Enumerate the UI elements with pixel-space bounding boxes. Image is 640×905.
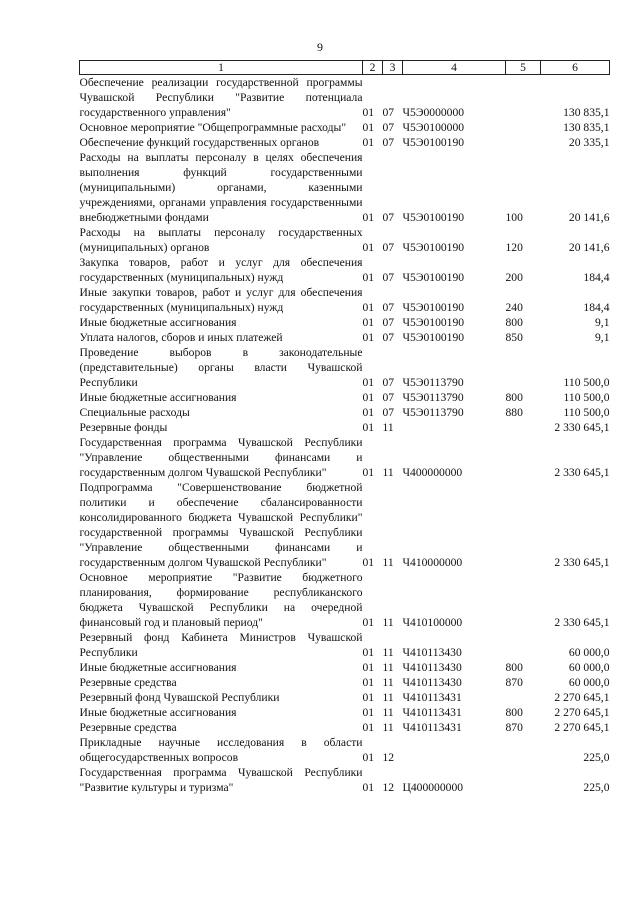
row-amount: 2 330 645,1 — [554, 466, 610, 479]
row-name: Специальные расходы — [79, 406, 190, 419]
row-subsection-code: 11 — [382, 661, 394, 674]
row-expense-type-code — [506, 435, 541, 480]
row-subsection-code: 07 — [382, 316, 395, 329]
row-amount: 110 500,0 — [563, 391, 610, 404]
row-amount: 225,0 — [583, 751, 610, 764]
row-name: Резервные средства — [79, 676, 177, 689]
table-row — [80, 75, 610, 121]
column-header: 4 — [403, 61, 506, 75]
row-expense-type-code — [506, 420, 541, 435]
row-name: Иные бюджетные ассигнования — [79, 706, 237, 719]
row-name: Подпрограмма "Совершенствование бюджетной политики и обеспечение сбалансированности консолидированного бюджета Чувашской Республики" государственной программы Чувашской Республики "Управление общественными финансами и государственным долгом Чувашской Республики" — [79, 481, 363, 569]
row-target-article-code: Ч400000000 — [402, 466, 463, 479]
column-header: 3 — [383, 61, 403, 75]
row-amount: 2 270 645,1 — [554, 706, 610, 719]
row-expense-type-code — [506, 345, 541, 390]
row-subsection-code: 07 — [382, 376, 395, 389]
column-header: 2 — [363, 61, 383, 75]
row-subsection-code: 12 — [382, 781, 395, 794]
table-row — [80, 720, 610, 735]
table-row — [80, 690, 610, 705]
row-name: Резервный фонд Кабинета Министров Чувашской Республики — [79, 631, 363, 659]
row-section-code: 01 — [362, 661, 375, 674]
row-target-article-code: Ч5Э0113790 — [402, 406, 464, 419]
table-row — [80, 765, 610, 795]
row-subsection-code: 11 — [382, 421, 394, 434]
row-section-code: 01 — [362, 316, 375, 329]
row-section-code: 01 — [362, 616, 375, 629]
row-target-article-code: Ч5Э0113790 — [402, 391, 464, 404]
table-row — [80, 315, 610, 330]
row-section-code: 01 — [362, 376, 375, 389]
row-name: Иные закупки товаров, работ и услуг для обеспечения государственных (муниципальных) нужд — [79, 286, 363, 314]
row-target-article-code: Ч5Э0100190 — [402, 136, 465, 149]
row-name: Резервные фонды — [79, 421, 168, 434]
row-name: Уплата налогов, сборов и иных платежей — [79, 331, 283, 344]
row-target-article-code: Ч410113430 — [402, 661, 462, 674]
row-target-article-code: Ч410113430 — [402, 676, 462, 689]
row-amount: 2 270 645,1 — [554, 691, 610, 704]
row-amount: 60 000,0 — [568, 676, 610, 689]
row-expense-type-code — [506, 480, 541, 570]
row-expense-type-code — [506, 570, 541, 630]
row-amount: 110 500,0 — [563, 376, 610, 389]
row-section-code: 01 — [362, 751, 375, 764]
row-name: Государственная программа Чувашской Республики "Развитие культуры и туризма" — [79, 766, 363, 794]
row-section-code: 01 — [362, 646, 375, 659]
row-subsection-code: 07 — [382, 106, 395, 119]
row-subsection-code: 07 — [382, 331, 395, 344]
row-target-article-code: Ч5Э0100190 — [402, 301, 465, 314]
table-row — [80, 345, 610, 390]
row-target-article-code: Ц400000000 — [402, 781, 464, 794]
row-target-article-code: Ч410113430 — [402, 646, 462, 659]
row-name: Резервные средства — [79, 721, 177, 734]
row-expense-type-code: 100 — [505, 211, 523, 224]
row-expense-type-code — [506, 630, 541, 660]
table-row — [80, 150, 610, 225]
row-section-code: 01 — [362, 301, 375, 314]
row-amount: 20 335,1 — [568, 136, 610, 149]
row-expense-type-code: 120 — [505, 241, 523, 254]
row-expense-type-code: 870 — [505, 676, 523, 689]
row-subsection-code: 11 — [382, 706, 394, 719]
row-section-code: 01 — [362, 106, 375, 119]
row-amount: 60 000,0 — [568, 661, 610, 674]
table-row — [80, 420, 610, 435]
row-target-article-code: Ч5Э0100190 — [402, 241, 465, 254]
row-section-code: 01 — [362, 706, 375, 719]
row-amount: 2 330 645,1 — [554, 421, 610, 434]
row-name: Резервный фонд Чувашской Республики — [79, 691, 280, 704]
row-subsection-code: 07 — [382, 136, 395, 149]
row-name: Закупка товаров, работ и услуг для обеспечения государственных (муниципальных) нужд — [79, 256, 363, 284]
table-row — [80, 480, 610, 570]
row-expense-type-code — [506, 135, 541, 150]
row-expense-type-code: 800 — [505, 706, 523, 719]
row-name: Расходы на выплаты персоналу государственных (муниципальных) органов — [79, 226, 363, 254]
row-target-article-code: Ч410100000 — [402, 616, 463, 629]
row-amount: 130 835,1 — [563, 121, 610, 134]
table-row — [80, 705, 610, 720]
budget-table — [79, 60, 610, 795]
row-expense-type-code — [506, 120, 541, 135]
page-number: 9 — [317, 40, 323, 54]
row-subsection-code: 12 — [382, 751, 395, 764]
row-expense-type-code: 800 — [505, 391, 523, 404]
row-section-code: 01 — [362, 211, 375, 224]
table-row — [80, 570, 610, 630]
row-expense-type-code: 870 — [505, 721, 523, 734]
row-name: Расходы на выплаты персоналу в целях обеспечения выполнения функций государственными (муниципальными) органами, казенными учреждениями, органами управления государственными внебюджетными фондами — [79, 151, 363, 224]
table-header-row — [80, 61, 610, 75]
row-target-article-code — [403, 735, 506, 765]
row-name: Иные бюджетные ассигнования — [79, 661, 237, 674]
column-header: 6 — [541, 61, 610, 75]
row-amount: 2 270 645,1 — [554, 721, 610, 734]
row-section-code: 01 — [362, 781, 375, 794]
row-subsection-code: 11 — [382, 556, 394, 569]
table-row — [80, 675, 610, 690]
table-row — [80, 225, 610, 255]
table-row — [80, 285, 610, 315]
table-row — [80, 405, 610, 420]
table-row — [80, 255, 610, 285]
row-name: Прикладные научные исследования в области общегосударственных вопросов — [79, 736, 363, 764]
row-subsection-code: 07 — [382, 121, 395, 134]
row-expense-type-code — [506, 690, 541, 705]
table-row — [80, 735, 610, 765]
row-section-code: 01 — [362, 391, 375, 404]
row-expense-type-code — [506, 75, 541, 121]
row-section-code: 01 — [362, 676, 375, 689]
row-target-article-code: Ч410113431 — [402, 691, 462, 704]
row-section-code: 01 — [362, 136, 375, 149]
row-target-article-code: Ч5Э0000000 — [402, 106, 465, 119]
row-target-article-code: Ч410113431 — [402, 706, 462, 719]
row-subsection-code: 07 — [382, 406, 395, 419]
row-amount: 60 000,0 — [568, 646, 610, 659]
row-subsection-code: 11 — [382, 616, 394, 629]
row-name: Обеспечение функций государственных органов — [79, 136, 320, 149]
row-target-article-code: Ч5Э0100000 — [402, 121, 465, 134]
table-row — [80, 330, 610, 345]
row-amount: 130 835,1 — [563, 106, 610, 119]
row-section-code: 01 — [362, 721, 375, 734]
row-target-article-code: Ч410000000 — [402, 556, 463, 569]
row-section-code: 01 — [362, 556, 375, 569]
row-section-code: 01 — [362, 271, 375, 284]
row-section-code: 01 — [362, 466, 375, 479]
table-row — [80, 660, 610, 675]
table-row — [80, 390, 610, 405]
row-amount: 2 330 645,1 — [554, 616, 610, 629]
row-name: Иные бюджетные ассигнования — [79, 316, 237, 329]
table-row — [80, 135, 610, 150]
row-name: Основное мероприятие "Общепрограммные расходы" — [79, 121, 347, 134]
table-row — [80, 630, 610, 660]
row-amount: 9,1 — [595, 316, 610, 329]
row-amount: 184,4 — [583, 301, 610, 314]
row-target-article-code — [403, 420, 506, 435]
row-expense-type-code — [506, 765, 541, 795]
row-target-article-code: Ч5Э0100190 — [402, 331, 465, 344]
column-header: 5 — [506, 61, 541, 75]
row-name: Государственная программа Чувашской Республики "Управление общественными финансами и государственным долгом Чувашской Республики" — [79, 436, 363, 479]
row-subsection-code: 11 — [382, 646, 394, 659]
row-section-code: 01 — [362, 406, 375, 419]
row-amount: 184,4 — [583, 271, 610, 284]
row-target-article-code: Ч5Э0113790 — [402, 376, 464, 389]
row-amount: 20 141,6 — [568, 241, 610, 254]
row-subsection-code: 11 — [382, 691, 394, 704]
row-target-article-code: Ч5Э0100190 — [402, 211, 465, 224]
row-subsection-code: 07 — [382, 211, 395, 224]
row-target-article-code: Ч5Э0100190 — [402, 316, 465, 329]
row-subsection-code: 11 — [382, 721, 394, 734]
row-expense-type-code: 800 — [505, 661, 523, 674]
table-row — [80, 120, 610, 135]
row-amount: 20 141,6 — [568, 211, 610, 224]
row-amount: 2 330 645,1 — [554, 556, 610, 569]
row-name: Иные бюджетные ассигнования — [79, 391, 237, 404]
row-expense-type-code: 200 — [505, 271, 523, 284]
row-target-article-code: Ч410113431 — [402, 721, 462, 734]
row-expense-type-code: 800 — [505, 316, 523, 329]
row-subsection-code: 07 — [382, 301, 395, 314]
column-header: 1 — [80, 61, 363, 75]
row-subsection-code: 07 — [382, 241, 395, 254]
table-body — [80, 75, 610, 796]
row-section-code: 01 — [362, 331, 375, 344]
row-expense-type-code: 880 — [505, 406, 523, 419]
row-target-article-code: Ч5Э0100190 — [402, 271, 465, 284]
row-subsection-code: 11 — [382, 676, 394, 689]
row-subsection-code: 07 — [382, 391, 395, 404]
row-amount: 225,0 — [583, 781, 610, 794]
row-expense-type-code — [506, 735, 541, 765]
row-name: Обеспечение реализации государственной программы Чувашской Республики "Развитие потенциала государственного управления" — [79, 76, 363, 119]
row-subsection-code: 11 — [382, 466, 394, 479]
row-amount: 9,1 — [595, 331, 610, 344]
row-section-code: 01 — [362, 121, 375, 134]
table-row — [80, 435, 610, 480]
row-section-code: 01 — [362, 691, 375, 704]
row-name: Проведение выборов в законодательные (представительные) органы власти Чувашской Республики — [79, 346, 363, 389]
row-subsection-code: 07 — [382, 271, 395, 284]
row-section-code: 01 — [362, 421, 375, 434]
row-name: Основное мероприятие "Развитие бюджетного планирования, формирование республиканского бюджета Чувашской Республики на очередной финансовый год и плановый период" — [79, 571, 363, 629]
row-expense-type-code: 240 — [505, 301, 523, 314]
row-expense-type-code: 850 — [505, 331, 523, 344]
row-amount: 110 500,0 — [563, 406, 610, 419]
row-section-code: 01 — [362, 241, 375, 254]
